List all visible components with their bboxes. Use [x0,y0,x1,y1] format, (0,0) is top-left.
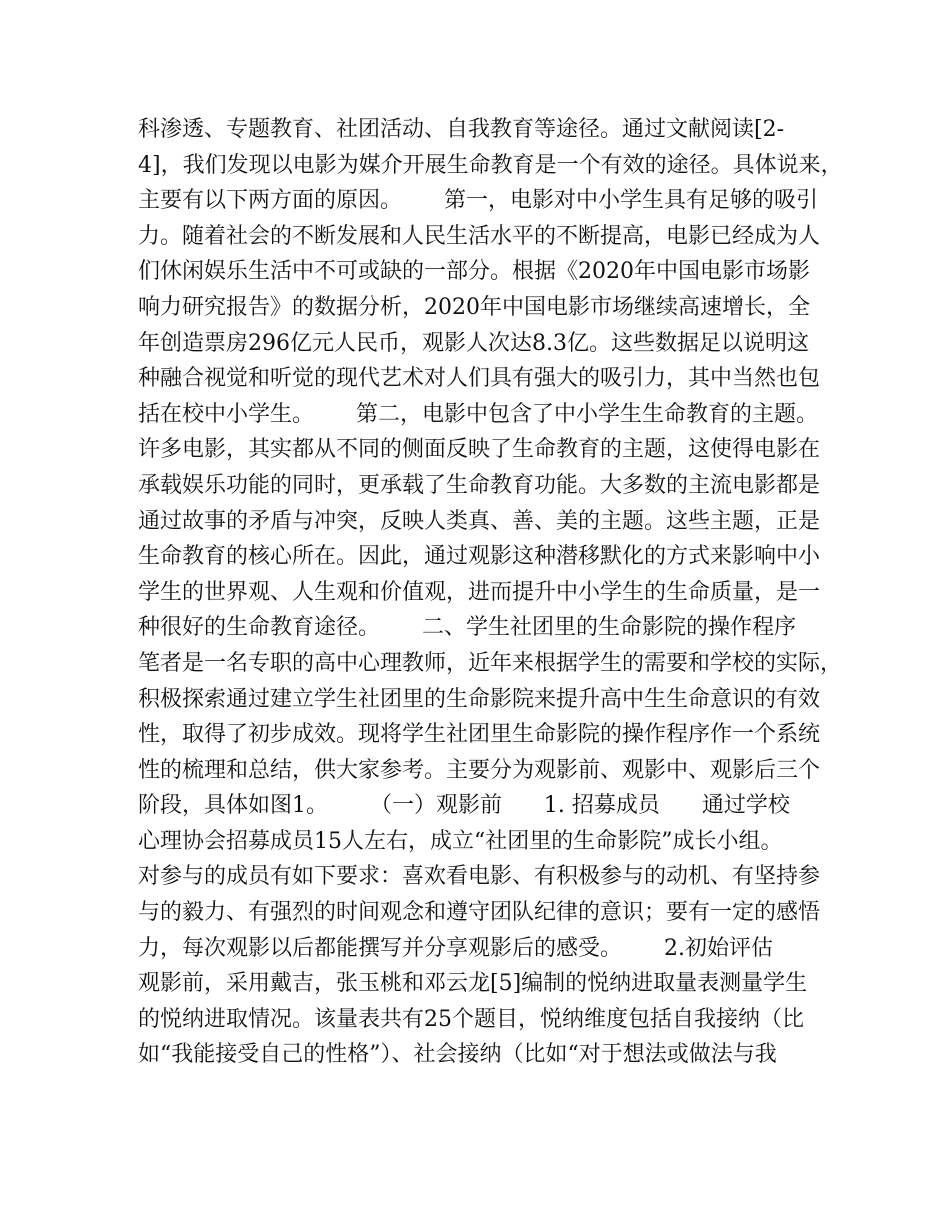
text-line-22: 对参与的成员有如下要求：喜欢看电影、有积极参与的动机、有坚持参 [138,864,821,890]
text-line-2: 4]，我们发现以电影为媒介开展生命教育是一个有效的途径。具体说来， [138,152,843,178]
text-line-7: 年创造票房296亿元人民币，观影人次达8.3亿。这些数据足以说明这 [138,330,809,356]
text-line-16: 笔者是一名专职的高中心理教师，近年来根据学生的需要和学校的实际， [138,650,843,676]
text-line-13: 生命教育的核心所在。因此，通过观影这种潜移默化的方式来影响中小 [138,544,821,570]
text-line-25: 观影前，采用戴吉，张玉桃和邓云龙[5]编制的悦纳进取量表测量学生 [138,971,808,997]
text-line-19: 性的梳理和总结，供大家参考。主要分为观影前、观影中、观影后三个 [138,757,821,783]
text-line-14: 学生的世界观、人生观和价值观，进而提升中小学生的生命质量，是一 [138,579,821,605]
text-line-21: 心理协会招募成员15人左右，成立“社团里的生命影院”成长小组。 [138,828,783,854]
text-line-12: 通过故事的矛盾与冲突，反映人类真、善、美的主题。这些主题，正是 [138,508,821,534]
text-line-4: 力。随着社会的不断发展和人民生活水平的不断提高，电影已经成为人 [138,223,821,249]
text-line-10: 许多电影，其实都从不同的侧面反映了生命教育的主题，这使得电影在 [138,437,821,463]
text-line-18: 性，取得了初步成效。现将学生社团里生命影院的操作程序作一个系统 [138,722,821,748]
text-line-20: 阶段，具体如图1。 （一）观影前 1. 招募成员 通过学校 [138,793,790,819]
text-line-11: 承载娱乐功能的同时，更承载了生命教育功能。大多数的主流电影都是 [138,472,821,498]
text-line-6: 响力研究报告》的数据分析，2020年中国电影市场继续高速增长，全 [138,294,810,320]
text-line-26: 的悦纳进取情况。该量表共有25个题目，悦纳维度包括自我接纳（比 [138,1006,804,1032]
text-line-1: 科渗透、专题教育、社团活动、自我教育等途径。通过文献阅读[2- [138,117,785,142]
text-line-23: 与的毅力、有强烈的时间观念和遵守团队纪律的意识；要有一定的感悟 [138,900,821,926]
text-line-15: 种很好的生命教育途径。 二、学生社团里的生命影院的操作程序 [138,615,796,641]
text-line-27: 如“我能接受自己的性格”）、社会接纳（比如“对于想法或做法与我 [138,1042,777,1068]
text-line-9: 括在校中小学生。 第二，电影中包含了中小学生生命教育的主题。 [138,401,818,427]
text-line-17: 积极探索通过建立学生社团里的生命影院来提升高中生生命意识的有效 [138,686,821,712]
text-line-3: 主要有以下两方面的原因。 第一，电影对中小学生具有足够的吸引 [138,188,818,214]
body-text [138,112,843,1073]
text-line-8: 种融合视觉和听觉的现代艺术对人们具有强大的吸引力，其中当然也包 [138,366,821,392]
text-line-5: 们休闲娱乐生活中不可或缺的一部分。根据《2020年中国电影市场影 [138,259,810,285]
text-line-24: 力，每次观影以后都能撰写并分享观影后的感受。 2.初始评估 [138,935,773,961]
